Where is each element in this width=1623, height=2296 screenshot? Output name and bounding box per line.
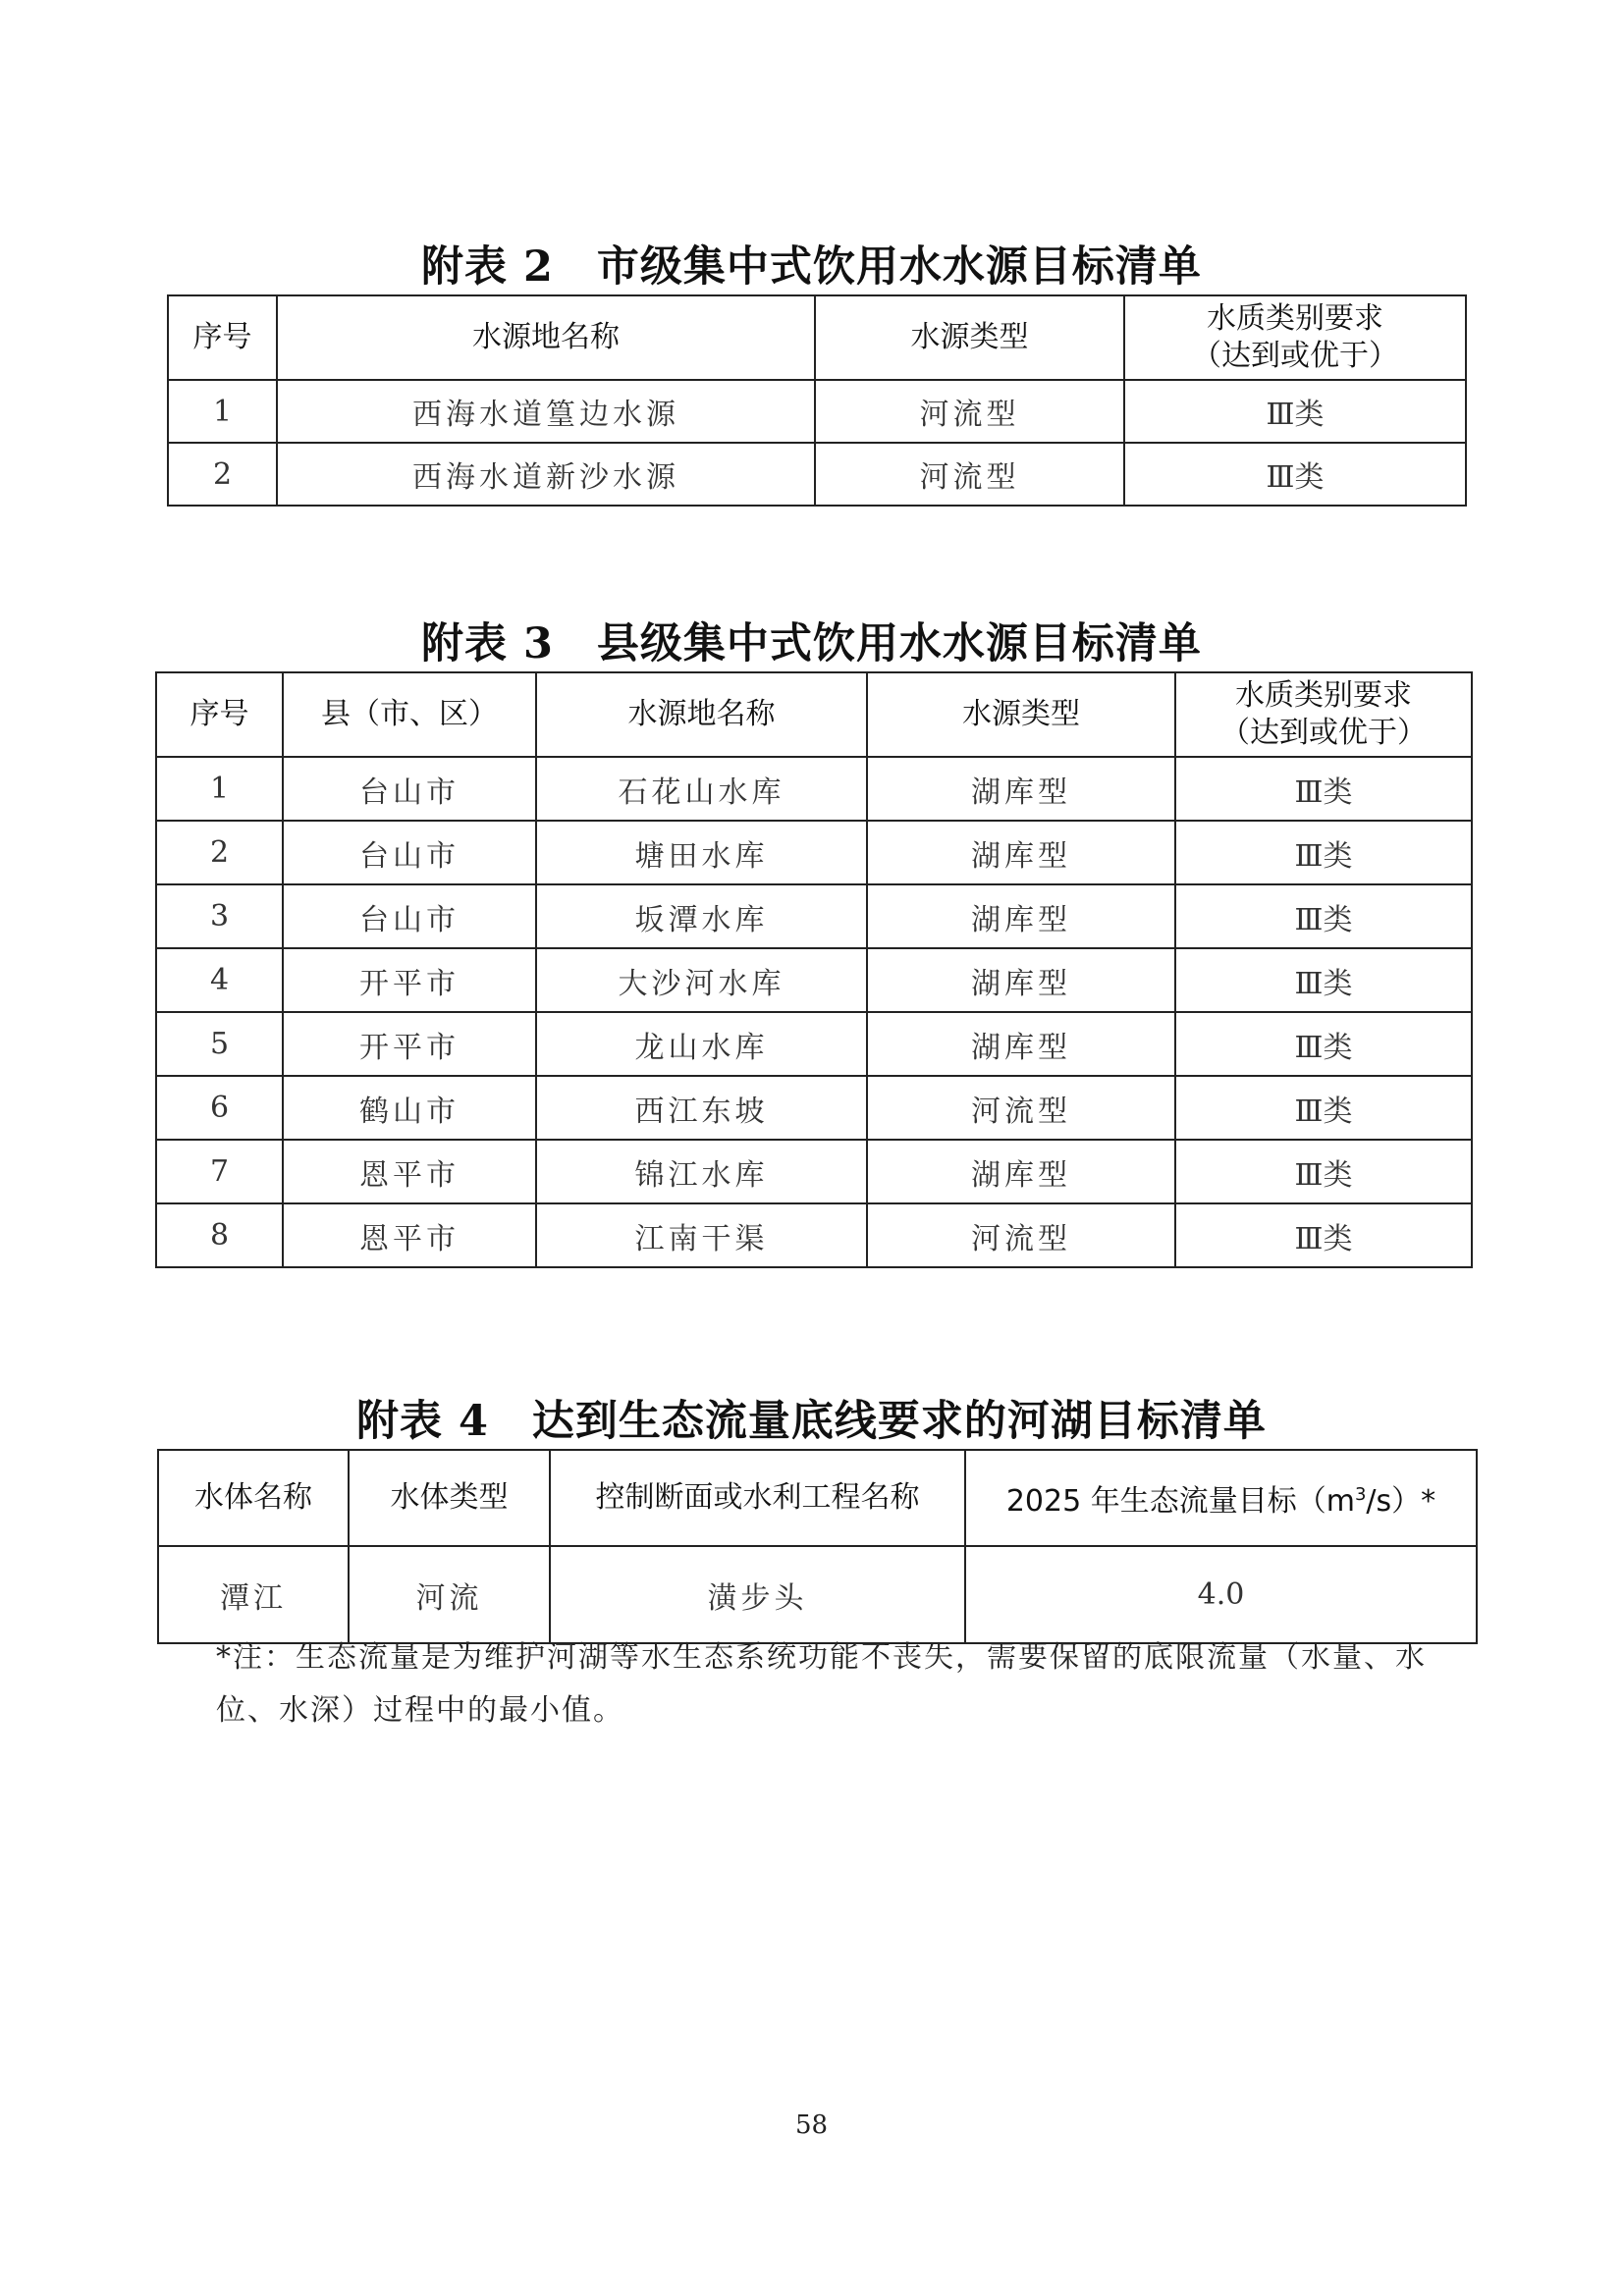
table4-cell-flow-target: 4.0 bbox=[965, 1546, 1477, 1643]
table4-cell-water-name: 潭江 bbox=[158, 1546, 349, 1643]
table3-cell-source-type: 湖库型 bbox=[867, 1140, 1175, 1203]
table3-cell-index: 4 bbox=[156, 948, 283, 1012]
table3-cell-index: 1 bbox=[156, 757, 283, 821]
table3-cell-index: 6 bbox=[156, 1076, 283, 1140]
table4-header-flow-target bbox=[965, 1450, 1477, 1546]
table2-cell-source-name: 西海水道新沙水源 bbox=[277, 443, 815, 506]
table3-header-index: 序号 bbox=[156, 672, 283, 757]
table3-cell-source-name: 江南干渠 bbox=[536, 1203, 867, 1267]
table-row bbox=[156, 884, 1472, 948]
table-row bbox=[158, 1546, 1477, 1643]
table2-header-row bbox=[168, 295, 1466, 380]
table2-cell-index: 1 bbox=[168, 380, 277, 443]
table3-cell-source-type: 湖库型 bbox=[867, 948, 1175, 1012]
table3-cell-county: 鹤山市 bbox=[283, 1076, 536, 1140]
table2-header-quality bbox=[1124, 295, 1466, 380]
table3-cell-index: 5 bbox=[156, 1012, 283, 1076]
table3-cell-source-type: 河流型 bbox=[867, 1203, 1175, 1267]
table3-cell-county: 恩平市 bbox=[283, 1140, 536, 1203]
table4-title: 附表 4 达到生态流量底线要求的河湖目标清单 bbox=[356, 1397, 1267, 1446]
table-row bbox=[156, 1012, 1472, 1076]
table3-cell-source-type: 湖库型 bbox=[867, 884, 1175, 948]
table4-header-water-name: 水体名称 bbox=[158, 1450, 349, 1546]
table2-title: 附表 2 市级集中式饮用水水源目标清单 bbox=[421, 242, 1202, 292]
table-row bbox=[156, 821, 1472, 884]
table2 bbox=[167, 294, 1467, 507]
table3-cell-source-type: 湖库型 bbox=[867, 821, 1175, 884]
table2-cell-quality: Ⅲ类 bbox=[1124, 380, 1466, 443]
table4-cell-section-name: 潢步头 bbox=[550, 1546, 965, 1643]
table3-cell-index: 7 bbox=[156, 1140, 283, 1203]
table3-cell-county: 开平市 bbox=[283, 1012, 536, 1076]
table4-cell-water-type: 河流 bbox=[349, 1546, 550, 1643]
table-row bbox=[156, 757, 1472, 821]
table4-header-flow-target-text: 2025 年生态流量目标（m bbox=[1005, 1483, 1355, 1519]
table3-cell-source-name: 塘田水库 bbox=[536, 821, 867, 884]
table2-header-quality-line1: 水质类别要求 bbox=[1207, 301, 1383, 336]
table3-cell-source-type: 湖库型 bbox=[867, 1012, 1175, 1076]
table2-header-source-type: 水源类型 bbox=[815, 295, 1124, 380]
table2-cell-quality: Ⅲ类 bbox=[1124, 443, 1466, 506]
table-row bbox=[156, 1140, 1472, 1203]
table2-cell-index: 2 bbox=[168, 443, 277, 506]
table3-cell-source-name: 石花山水库 bbox=[536, 757, 867, 821]
table3-header-source-type: 水源类型 bbox=[867, 672, 1175, 757]
table3-cell-quality: Ⅲ类 bbox=[1175, 1203, 1472, 1267]
table2-header-index: 序号 bbox=[168, 295, 277, 380]
table3-cell-quality: Ⅲ类 bbox=[1175, 757, 1472, 821]
table3-cell-quality: Ⅲ类 bbox=[1175, 821, 1472, 884]
table3-cell-index: 2 bbox=[156, 821, 283, 884]
table3-cell-quality: Ⅲ类 bbox=[1175, 1076, 1472, 1140]
table4-header-flow-unit-exponent: 3 bbox=[1354, 1483, 1367, 1505]
table3-cell-source-type: 河流型 bbox=[867, 1076, 1175, 1140]
table3-cell-county: 恩平市 bbox=[283, 1203, 536, 1267]
table4-header-water-type: 水体类型 bbox=[349, 1450, 550, 1546]
table3 bbox=[155, 671, 1473, 1268]
table3-cell-source-name: 锦江水库 bbox=[536, 1140, 867, 1203]
table3-header-quality-line1: 水质类别要求 bbox=[1235, 678, 1412, 713]
table2-header-quality-line2: （达到或优于） bbox=[1192, 339, 1398, 373]
table2-cell-source-name: 西海水道篁边水源 bbox=[277, 380, 815, 443]
table3-cell-quality: Ⅲ类 bbox=[1175, 1140, 1472, 1203]
table3-cell-county: 台山市 bbox=[283, 884, 536, 948]
page-number: 58 bbox=[794, 2110, 829, 2140]
table-row bbox=[168, 380, 1466, 443]
table3-cell-index: 8 bbox=[156, 1203, 283, 1267]
table3-cell-county: 台山市 bbox=[283, 821, 536, 884]
table4-header-row bbox=[158, 1450, 1477, 1546]
table3-header-county: 县（市、区） bbox=[283, 672, 536, 757]
table4-footnote: *注：生态流量是为维护河湖等水生态系统功能不丧失，需要保留的底限流量（水量、水位、水深）过程中的最小值。 bbox=[216, 1640, 1427, 1728]
table-row bbox=[156, 1203, 1472, 1267]
table2-cell-source-type: 河流型 bbox=[815, 443, 1124, 506]
table3-cell-county: 开平市 bbox=[283, 948, 536, 1012]
table3-cell-quality: Ⅲ类 bbox=[1175, 1012, 1472, 1076]
table-row bbox=[168, 443, 1466, 506]
table4-header-flow-unit-suffix: /s）* bbox=[1366, 1483, 1436, 1519]
table3-cell-quality: Ⅲ类 bbox=[1175, 884, 1472, 948]
table2-cell-source-type: 河流型 bbox=[815, 380, 1124, 443]
table3-cell-index: 3 bbox=[156, 884, 283, 948]
table3-cell-source-name: 大沙河水库 bbox=[536, 948, 867, 1012]
table-row bbox=[156, 948, 1472, 1012]
table3-header-row bbox=[156, 672, 1472, 757]
table3-cell-source-name: 龙山水库 bbox=[536, 1012, 867, 1076]
table4 bbox=[157, 1449, 1478, 1644]
table3-cell-quality: Ⅲ类 bbox=[1175, 948, 1472, 1012]
table3-cell-county: 台山市 bbox=[283, 757, 536, 821]
table3-header-quality-line2: （达到或优于） bbox=[1220, 716, 1427, 750]
table4-header-section-name: 控制断面或水利工程名称 bbox=[550, 1450, 965, 1546]
table3-title: 附表 3 县级集中式饮用水水源目标清单 bbox=[421, 619, 1202, 668]
table2-header-source-name: 水源地名称 bbox=[277, 295, 815, 380]
table3-header-source-name: 水源地名称 bbox=[536, 672, 867, 757]
table3-cell-source-type: 湖库型 bbox=[867, 757, 1175, 821]
table3-cell-source-name: 西江东坡 bbox=[536, 1076, 867, 1140]
table3-header-quality bbox=[1175, 672, 1472, 757]
table-row bbox=[156, 1076, 1472, 1140]
table3-cell-source-name: 坂潭水库 bbox=[536, 884, 867, 948]
